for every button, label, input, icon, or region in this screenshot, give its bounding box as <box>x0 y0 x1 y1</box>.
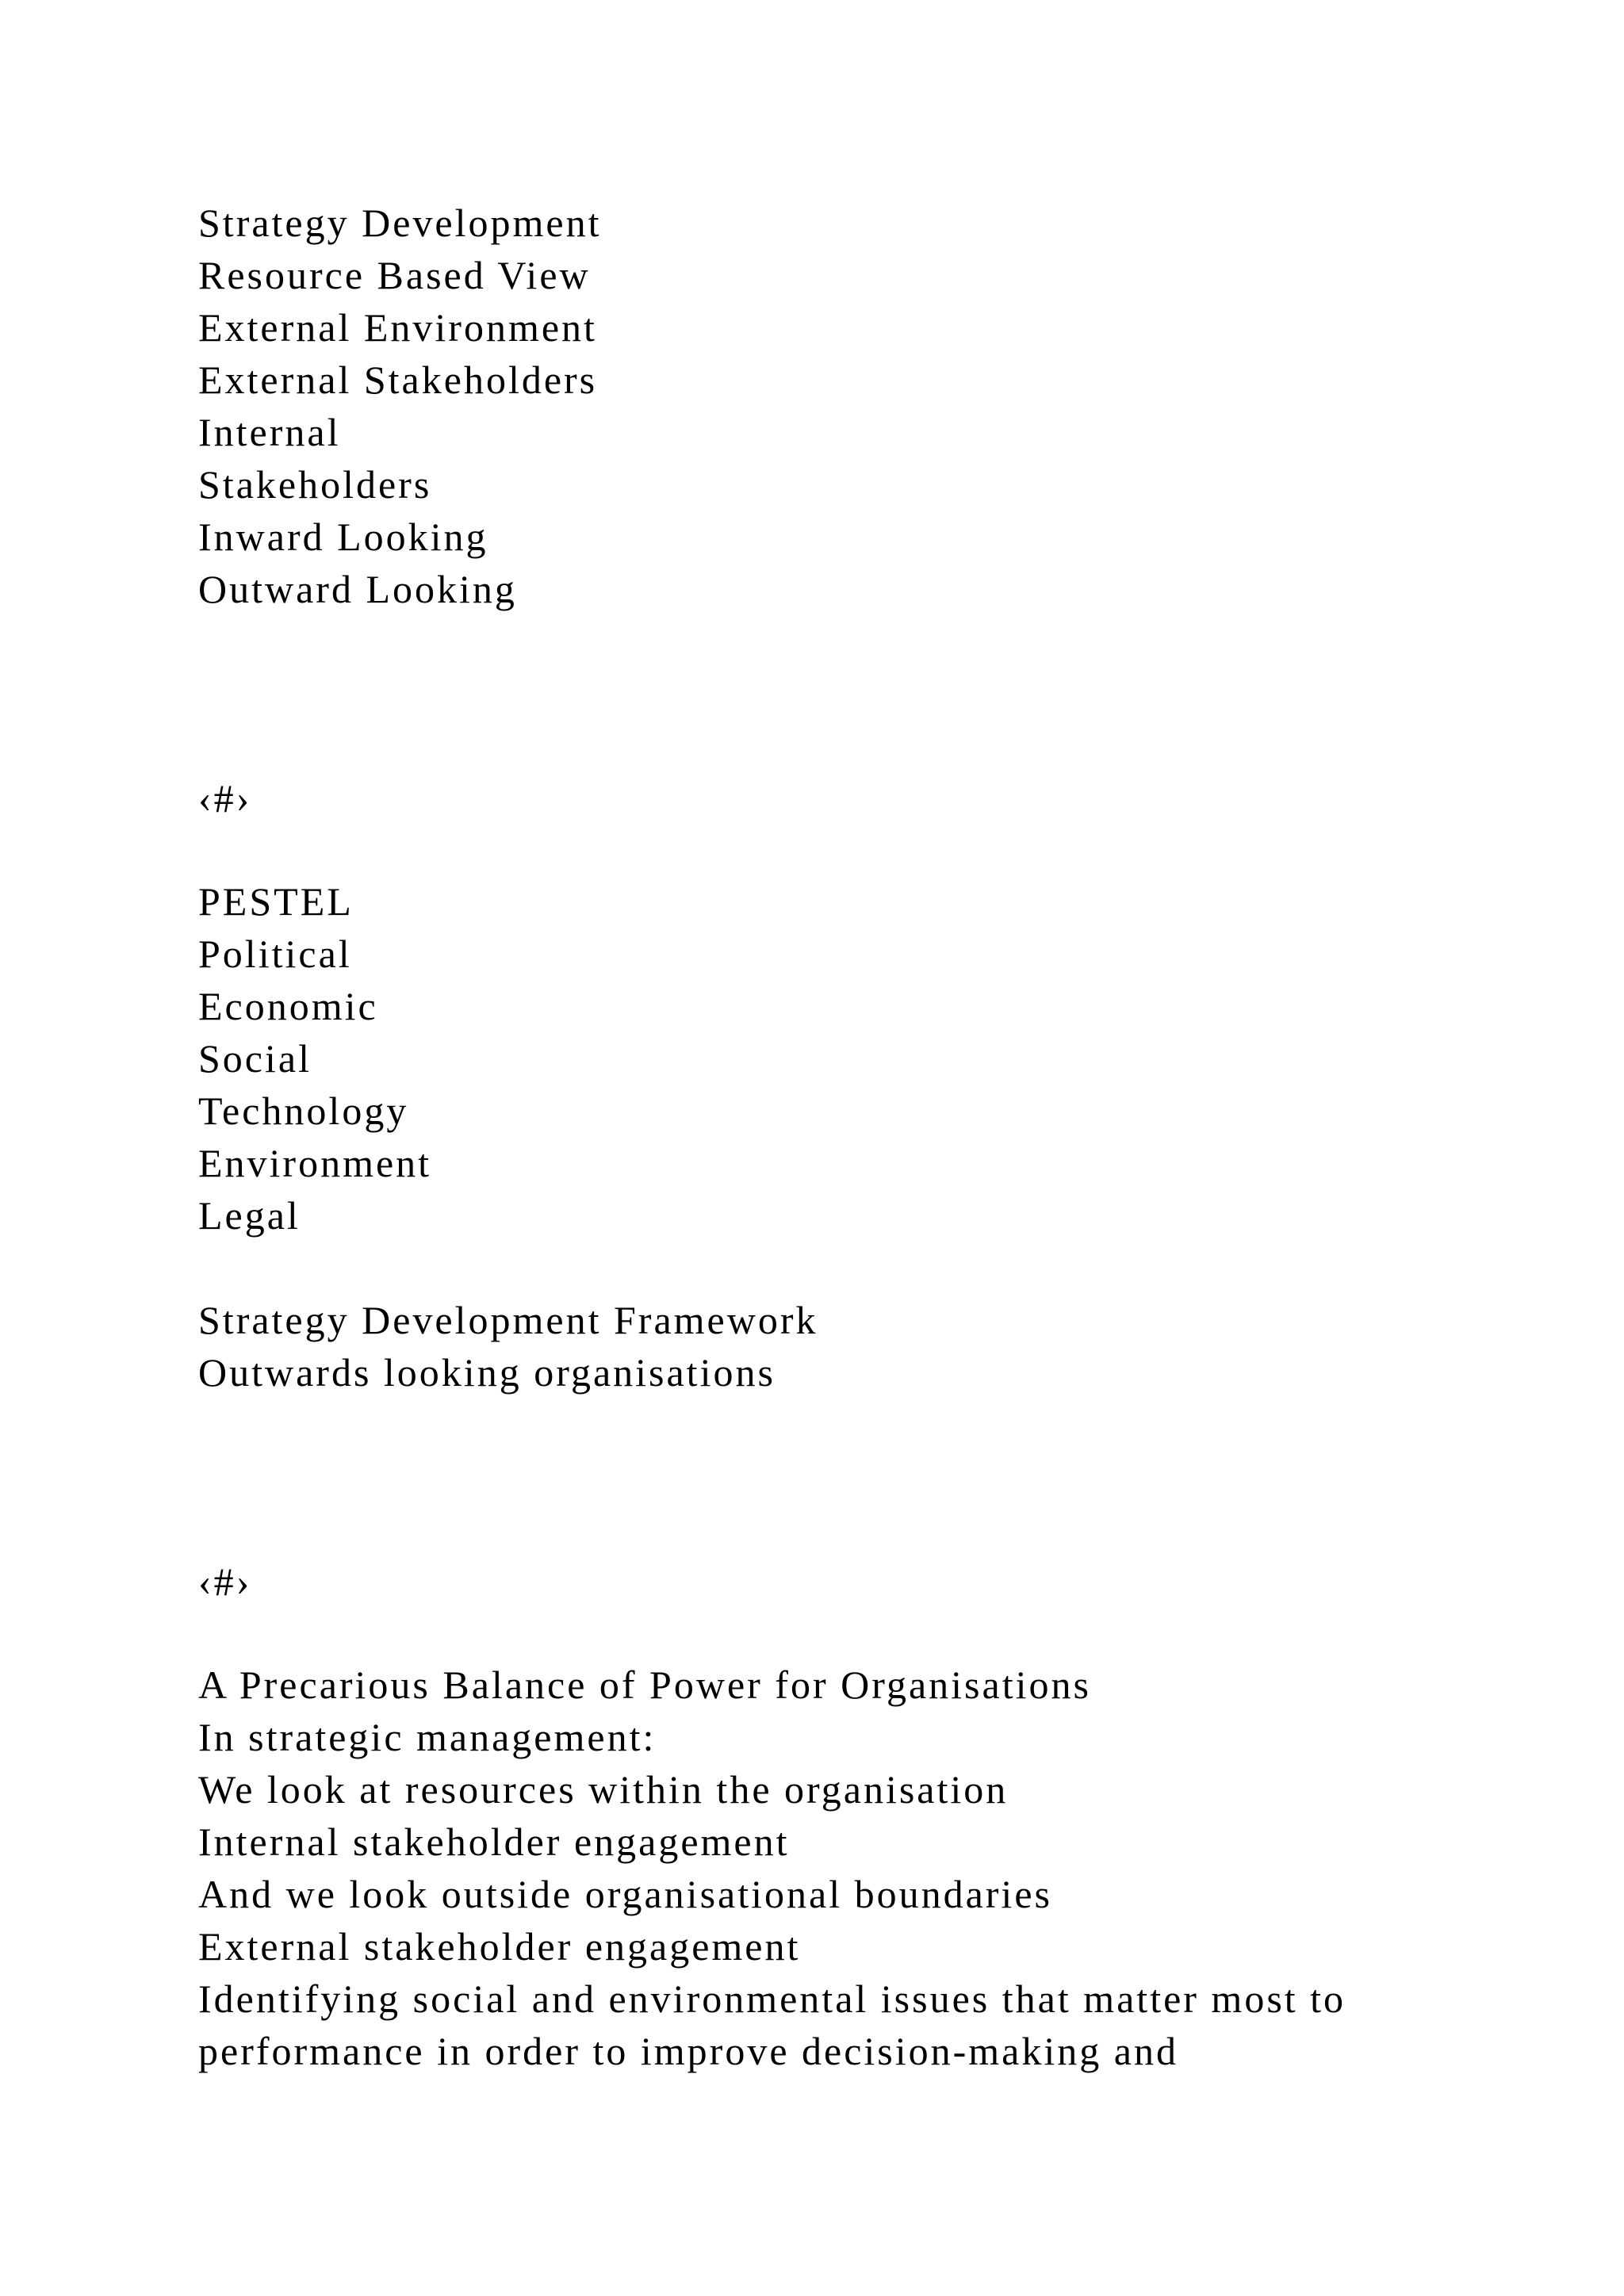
text-line: Outward Looking <box>198 567 517 611</box>
text-line: Outwards looking organisations <box>198 1350 776 1395</box>
text-line: Internal stakeholder engagement <box>198 1820 790 1864</box>
text-line: performance in order to improve decision-making and <box>198 2029 1178 2073</box>
text-line: In strategic management: <box>198 1715 657 1759</box>
text-line: Social <box>198 1036 312 1081</box>
text-line: Legal <box>198 1193 301 1238</box>
text-line: Inward Looking <box>198 515 488 559</box>
text-line: Political <box>198 932 352 976</box>
text-line: Technology <box>198 1089 409 1133</box>
text-line: Stakeholders <box>198 462 432 507</box>
text-line: Resource Based View <box>198 253 591 297</box>
page-number-placeholder: ‹#› <box>198 1559 252 1604</box>
text-line: We look at resources within the organisation <box>198 1767 1009 1812</box>
text-line: PESTEL <box>198 879 354 924</box>
text-line: External Environment <box>198 305 597 350</box>
text-line: Economic <box>198 984 378 1028</box>
text-line: External Stakeholders <box>198 358 598 402</box>
text-line: Identifying social and environmental issues that matter most to <box>198 1976 1346 2021</box>
text-line: A Precarious Balance of Power for Organisations <box>198 1663 1091 1707</box>
text-line: Environment <box>198 1141 432 1185</box>
text-line: Strategy Development <box>198 201 602 245</box>
text-line: External stakeholder engagement <box>198 1924 801 1969</box>
page-number-placeholder: ‹#› <box>198 776 252 821</box>
text-line: And we look outside organisational boundaries <box>198 1872 1052 1916</box>
text-line: Strategy Development Framework <box>198 1298 818 1342</box>
text-line: Internal <box>198 410 341 454</box>
